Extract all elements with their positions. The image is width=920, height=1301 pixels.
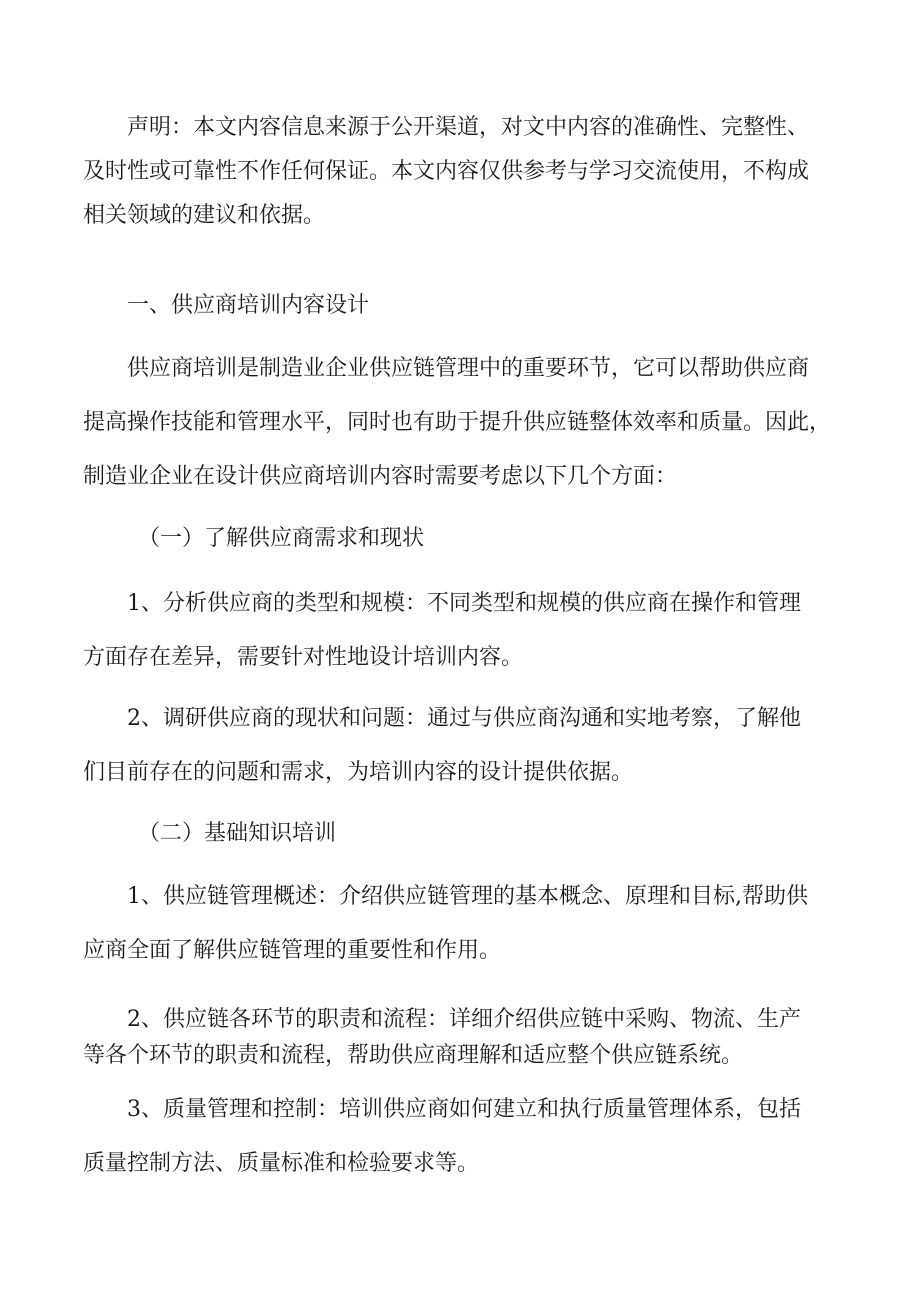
subsection-2-item-3 [83,1094,843,1179]
intro-line-3: 制造业企业在设计供应商培训内容时需要考虑以下几个方面： [83,464,678,489]
subsection-2-heading-text: （二）基础知识培训 [138,821,337,846]
subsection-1-item-1 [83,588,843,673]
subsection-2-item-2-line-1: 2、供应链各环节的职责和流程：详细介绍供应链中采购、物流、生产 [127,1007,801,1032]
subsection-1-item-2-line-1: 2、调研供应商的现状和问题：通过与供应商沟通和实地考察，了解他 [127,706,801,731]
intro-line-2: 提高操作技能和管理水平，同时也有助于提升供应链整体效率和质量。因此， [83,410,832,435]
subsection-2-heading [83,818,843,849]
subsection-2-item-1-line-1: 1、供应链管理概述：介绍供应链管理的基本概念、原理和目标,帮助供 [127,884,808,909]
subsection-2-item-1 [83,881,843,966]
subsection-1-item-2 [83,703,843,788]
subsection-1-item-1-line-1: 1、分析供应商的类型和规模：不同类型和规模的供应商在操作和管理 [127,591,801,616]
section-1-heading [83,290,843,321]
subsection-2-item-2 [83,1004,843,1071]
subsection-2-item-3-line-2: 质量控制方法、质量标准和检验要求等。 [83,1151,480,1176]
disclaimer-paragraph [83,112,843,231]
intro-line-1: 供应商培训是制造业企业供应链管理中的重要环节，它可以帮助供应商 [127,356,810,381]
disclaimer-line-3: 相关领域的建议和依据。 [83,203,326,228]
subsection-1-item-2-line-2: 们目前存在的问题和需求，为培训内容的设计提供依据。 [83,760,634,785]
subsection-2-item-3-line-1: 3、质量管理和控制：培训供应商如何建立和执行质量管理体系，包括 [127,1097,801,1122]
section-1-heading-text: 一、供应商培训内容设计 [127,293,370,318]
intro-paragraph [83,353,843,492]
subsection-1-item-1-line-2: 方面存在差异，需要针对性地设计培训内容。 [83,645,524,670]
subsection-2-item-1-line-2: 应商全面了解供应链管理的重要性和作用。 [83,938,502,963]
disclaimer-line-1: 声明：本文内容信息来源于公开渠道，对文中内容的准确性、完整性、 [127,115,810,140]
disclaimer-line-2: 及时性或可靠性不作任何保证。本文内容仅供参考与学习交流使用，不构成 [83,159,810,184]
subsection-2-item-2-line-2: 等各个环节的职责和流程，帮助供应商理解和适应整个供应链系统。 [83,1043,744,1068]
subsection-1-heading [83,523,843,554]
subsection-1-heading-text: （一）了解供应商需求和现状 [138,526,425,551]
